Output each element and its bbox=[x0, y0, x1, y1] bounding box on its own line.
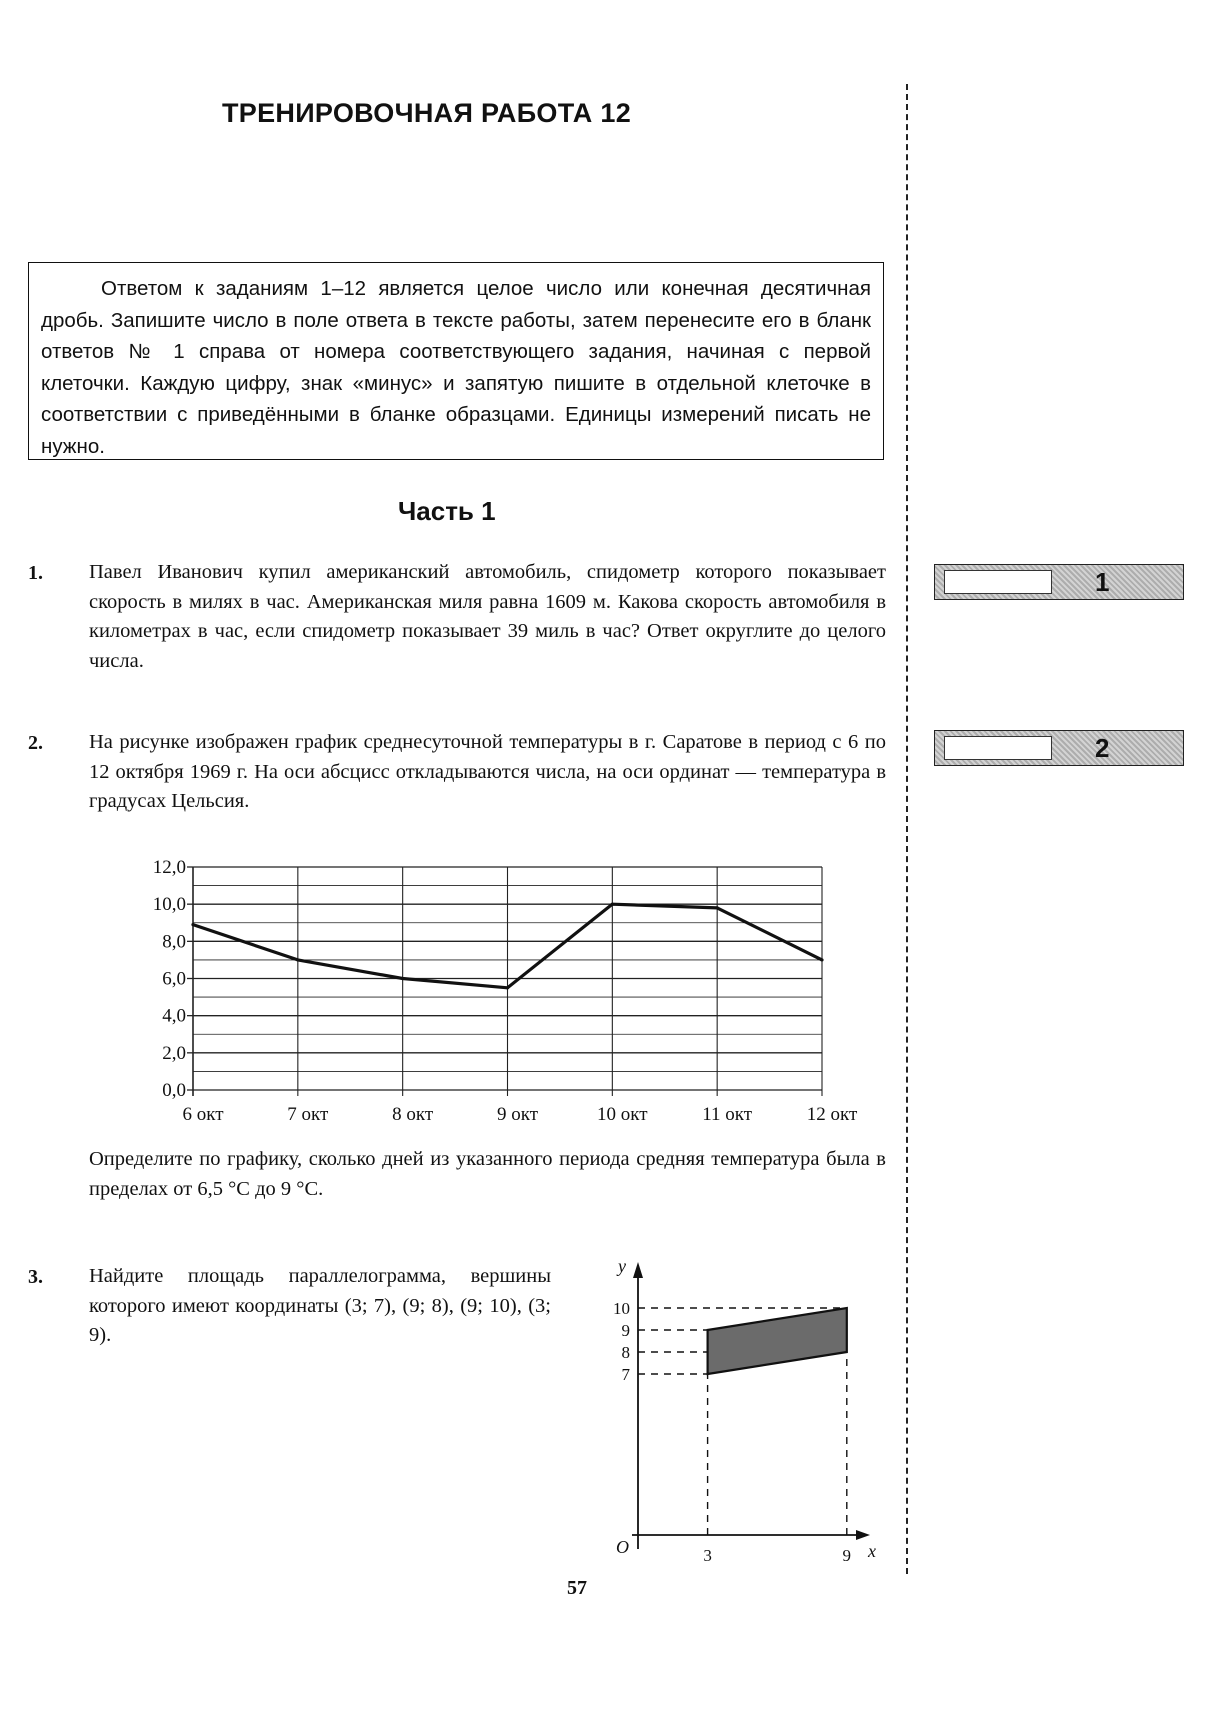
y-tick-label: 10,0 bbox=[152, 894, 186, 916]
data-point bbox=[191, 923, 194, 926]
y-tick-label: 7 bbox=[621, 1365, 630, 1384]
parallelogram-diagram bbox=[590, 1250, 890, 1570]
y-tick-label: 12,0 bbox=[152, 857, 186, 878]
answer-field-1[interactable] bbox=[944, 570, 1052, 594]
origin-label: O bbox=[616, 1537, 629, 1557]
chart-y-tick-labels bbox=[153, 857, 193, 1101]
instructions-text: Ответом к заданиям 1–12 является целое число или конечная десятичная дробь. Запишите число в поле ответа в тексте работы, затем перенесите его в бланк ответов № 1 справа от номера соответствующего задания, начиная с первой клеточки. Каждую цифру, знак «минус» и запятую пишите в отдельной клеточке в соответствии с приведёнными в бланке образцами. Единицы измерений писать не нужно. bbox=[41, 277, 871, 458]
x-axis-arrow bbox=[856, 1530, 870, 1540]
x-tick-label: 7 окт bbox=[287, 1104, 329, 1125]
x-tick-label: 12 окт bbox=[806, 1104, 858, 1125]
chart-x-tick-labels bbox=[182, 1104, 857, 1125]
answer-field-2[interactable] bbox=[944, 736, 1052, 760]
y-tick-label: 10 bbox=[613, 1299, 630, 1318]
answer-box-1-number: 1 bbox=[1095, 567, 1110, 597]
temperature-chart bbox=[120, 855, 860, 1125]
x-tick-label: 9 bbox=[842, 1546, 852, 1565]
y-tick-label: 8 bbox=[621, 1343, 630, 1362]
answer-box-2 bbox=[934, 730, 1184, 766]
x-axis-label: x bbox=[868, 1541, 876, 1561]
y-tick-label: 8,0 bbox=[162, 931, 186, 953]
task-2-question: Определите по графику, сколько дней из указанного периода средняя температура была в пределах от 6,5 °С до 9 °С. bbox=[89, 1148, 886, 1200]
answer-box-2-number: 2 bbox=[1095, 733, 1110, 763]
page-title: ТРЕНИРОВОЧНАЯ РАБОТА 12 bbox=[222, 98, 632, 128]
data-point bbox=[401, 977, 404, 980]
task-3-number: 3. bbox=[28, 1266, 43, 1288]
task-1-number: 1. bbox=[28, 562, 43, 584]
answer-box-1 bbox=[934, 564, 1184, 600]
parallelogram bbox=[708, 1308, 847, 1374]
data-point bbox=[296, 958, 299, 961]
x-tick-label: 10 окт bbox=[597, 1104, 648, 1125]
x-tick-label: 9 окт bbox=[496, 1104, 539, 1125]
task-2-text: На рисунке изображен график среднесуточной температуры в г. Саратове в период с 6 по 12 октября 1969 г. На оси абсцисс откладываются числа, на оси ординат — температура в градусах Цельсия. bbox=[89, 731, 886, 812]
y-tick-label: 6,0 bbox=[162, 968, 186, 990]
y-tick-label: 9 bbox=[621, 1321, 630, 1340]
x-tick-label: 11 окт bbox=[702, 1104, 753, 1125]
task-1-text: Павел Иванович купил американский автомобиль, спидометр которого показывает скорость в милях в час. Американская миля равна 1609 м. Какова скорость автомобиля в километрах в час, если спидометр показывает 39 миль в час? Ответ округлите до целого числа. bbox=[89, 561, 886, 672]
page-number: 57 bbox=[567, 1577, 587, 1599]
diagram-axes bbox=[632, 1262, 870, 1549]
data-point bbox=[611, 903, 614, 906]
data-point bbox=[716, 906, 719, 909]
x-tick-label: 8 окт bbox=[392, 1104, 434, 1125]
x-tick-label: 3 bbox=[703, 1546, 712, 1565]
y-tick-label: 4,0 bbox=[162, 1005, 186, 1027]
diagram-shape bbox=[708, 1308, 847, 1374]
y-tick-label: 0,0 bbox=[162, 1080, 186, 1101]
data-point bbox=[506, 986, 509, 989]
chart-grid bbox=[193, 867, 822, 1096]
y-axis-arrow bbox=[633, 1262, 643, 1278]
diagram-labels bbox=[613, 1256, 876, 1565]
cut-line bbox=[906, 84, 908, 1574]
instructions-box bbox=[28, 262, 884, 460]
data-point bbox=[820, 958, 823, 961]
y-axis-label: y bbox=[618, 1256, 626, 1276]
x-tick-label: 6 окт bbox=[182, 1104, 224, 1125]
part-title: Часть 1 bbox=[398, 496, 496, 526]
task-2-number: 2. bbox=[28, 732, 43, 754]
y-tick-label: 2,0 bbox=[162, 1042, 186, 1064]
task-3-text: Найдите площадь параллелограмма, вершины которого имеют координаты (3; 7), (9; 8), (9; 10), (3; 9). bbox=[89, 1265, 551, 1346]
